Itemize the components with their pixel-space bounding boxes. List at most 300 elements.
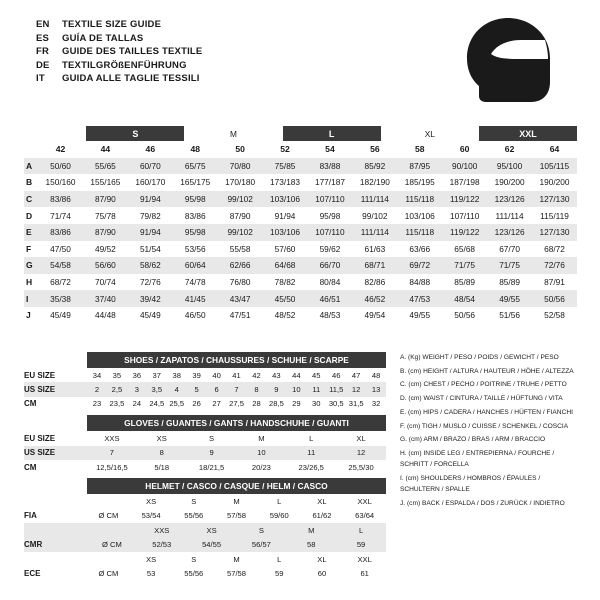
shoes-rows bbox=[24, 368, 386, 411]
table-cell: 84/88 bbox=[409, 277, 431, 288]
table-cell: 99/102 bbox=[227, 194, 253, 205]
table-cell: 25,5/30 bbox=[348, 462, 374, 472]
table-cell: 50/56 bbox=[544, 293, 565, 304]
measure-letter: B bbox=[26, 177, 33, 188]
helmet-size-header: M bbox=[233, 554, 240, 564]
table-cell: 31,5 bbox=[348, 399, 364, 409]
table-cell: 160/170 bbox=[135, 177, 166, 188]
size-number: 50 bbox=[235, 144, 245, 155]
table-cell: 76/80 bbox=[229, 277, 251, 288]
table-cell: 79/82 bbox=[139, 210, 161, 221]
legend-item: C. (cm) CHEST / PECHO / POITRINE / TRUHE / PETTO bbox=[400, 381, 567, 389]
table-cell: 46/50 bbox=[184, 310, 206, 321]
table-cell: 82/86 bbox=[364, 277, 386, 288]
table-cell: 115/118 bbox=[405, 194, 435, 205]
measure-letter: E bbox=[26, 227, 32, 238]
size-number: 64 bbox=[549, 144, 560, 155]
table-cell: 9 bbox=[209, 448, 214, 458]
row-values bbox=[87, 448, 386, 457]
table-cell: 50/60 bbox=[50, 160, 71, 171]
row-values bbox=[87, 434, 386, 443]
size-number: 58 bbox=[414, 144, 425, 155]
size-number: 48 bbox=[190, 144, 201, 155]
table-cell: 170/180 bbox=[225, 177, 256, 188]
measurement-legend bbox=[400, 352, 580, 511]
legend-item: D. (cm) WAIST / CINTURA / TAILLE / HÜFTUNG / VITA bbox=[400, 395, 563, 403]
table-cell: 32 bbox=[371, 399, 381, 409]
table-cell: 43/47 bbox=[229, 293, 251, 304]
size-number: 52 bbox=[280, 144, 290, 155]
table-cell: 103/106 bbox=[270, 194, 301, 205]
table-cell: 57/58 bbox=[227, 511, 247, 521]
language-text: TEXTILGRÖßENFÜHRUNG bbox=[62, 59, 187, 71]
helmet-rows bbox=[24, 494, 386, 580]
table-row bbox=[24, 368, 386, 382]
table-cell: 80/84 bbox=[319, 277, 341, 288]
helmet-size-header: XXL bbox=[357, 497, 372, 507]
table-cell: 49/54 bbox=[364, 310, 386, 321]
table-cell: 91/94 bbox=[139, 194, 161, 205]
table-cell: XXS bbox=[104, 433, 120, 443]
table-cell: XS bbox=[156, 433, 167, 443]
table-cell: 48 bbox=[371, 370, 381, 380]
size-number: 56 bbox=[370, 144, 380, 155]
table-cell: 9 bbox=[274, 385, 279, 395]
table-cell: 49/55 bbox=[409, 310, 431, 321]
helmet-header-row bbox=[24, 494, 386, 508]
size-group-l: L bbox=[283, 126, 381, 141]
table-cell: 55/65 bbox=[95, 160, 116, 171]
table-cell: 56/57 bbox=[251, 540, 271, 550]
table-cell: 10 bbox=[257, 448, 266, 458]
table-cell: 63/66 bbox=[409, 243, 431, 254]
table-cell: S bbox=[209, 433, 215, 443]
size-number: 62 bbox=[504, 144, 515, 155]
table-cell: 7 bbox=[109, 448, 115, 458]
table-cell: 111/114 bbox=[360, 194, 389, 205]
language-text: GUIDE DES TAILLES TEXTILE bbox=[62, 46, 203, 58]
table-cell: 53/54 bbox=[141, 511, 161, 521]
table-cell: 123/126 bbox=[494, 194, 525, 205]
table-cell: 85/89 bbox=[454, 277, 476, 288]
language-text: TEXTILE SIZE GUIDE bbox=[62, 19, 162, 30]
group-header-spacer bbox=[24, 126, 37, 141]
table-cell: 54/58 bbox=[50, 260, 71, 271]
table-row bbox=[24, 241, 577, 258]
table-cell: 71/74 bbox=[50, 210, 71, 221]
table-cell: 75/78 bbox=[95, 210, 116, 221]
table-cell: 99/102 bbox=[227, 227, 253, 238]
table-cell: 28 bbox=[252, 399, 261, 409]
table-cell: 65/68 bbox=[454, 243, 476, 254]
table-cell: 95/100 bbox=[496, 160, 523, 171]
table-cell: 64/68 bbox=[274, 260, 296, 271]
table-cell: 46/52 bbox=[364, 293, 386, 304]
language-text: GUIDA ALLE TAGLIE TESSILI bbox=[62, 73, 200, 85]
table-cell: 165/175 bbox=[180, 177, 211, 188]
table-cell: 8 bbox=[254, 385, 259, 395]
table-cell: 190/200 bbox=[494, 177, 525, 188]
table-cell: 45/49 bbox=[50, 310, 71, 321]
table-cell: 20/23 bbox=[251, 462, 271, 472]
legend-item: A. (Kg) WEIGHT / PESO / POIDS / GEWICHT / PESO bbox=[400, 354, 559, 361]
helmet-unit-spacer bbox=[87, 497, 130, 506]
table-cell: 23/26,5 bbox=[298, 462, 324, 472]
table-row bbox=[24, 257, 577, 274]
size-number: 54 bbox=[325, 144, 335, 155]
table-cell: 29 bbox=[292, 399, 301, 409]
table-cell: 60/64 bbox=[184, 260, 206, 271]
table-cell: 74/78 bbox=[184, 277, 206, 288]
size-number: 46 bbox=[145, 144, 156, 155]
language-code: EN bbox=[36, 19, 50, 30]
size-number: 44 bbox=[100, 144, 111, 155]
table-cell: 12,5/16,5 bbox=[96, 462, 128, 472]
table-cell: 103/106 bbox=[270, 227, 301, 238]
helmet-size-header: S bbox=[191, 497, 197, 507]
table-cell: 51/56 bbox=[499, 310, 520, 321]
measure-letter: J bbox=[26, 310, 31, 321]
table-row bbox=[24, 274, 577, 291]
helmet-values bbox=[87, 540, 386, 549]
table-cell: 71/75 bbox=[499, 260, 520, 271]
row-label: US SIZE bbox=[24, 385, 56, 395]
measure-letter: C bbox=[26, 194, 33, 205]
table-cell: 69/72 bbox=[409, 260, 431, 271]
size-number-row bbox=[24, 141, 577, 158]
lower-tables bbox=[24, 352, 386, 581]
table-cell: 60 bbox=[317, 568, 327, 578]
table-cell: 115/118 bbox=[405, 227, 435, 238]
table-cell: 42 bbox=[252, 370, 261, 380]
helmet-size-header: L bbox=[277, 497, 282, 507]
table-cell: 57/60 bbox=[274, 243, 296, 254]
table-cell: 53/56 bbox=[184, 243, 206, 254]
table-cell: 27,5 bbox=[229, 399, 244, 409]
table-cell: 107/110 bbox=[315, 227, 345, 238]
table-cell: 41/45 bbox=[184, 293, 206, 304]
helmet-size-headers bbox=[87, 526, 386, 535]
table-cell: 95/98 bbox=[319, 210, 341, 221]
table-cell: 25,5 bbox=[169, 399, 185, 409]
table-row bbox=[24, 382, 386, 396]
helmet-size-header: L bbox=[358, 525, 364, 535]
table-cell: 83/86 bbox=[50, 227, 71, 238]
language-row bbox=[36, 59, 202, 73]
table-cell: 83/86 bbox=[50, 194, 71, 205]
table-cell: 83/86 bbox=[184, 210, 206, 221]
table-cell: 115/119 bbox=[540, 210, 569, 221]
language-row bbox=[36, 32, 202, 46]
table-cell: 3 bbox=[134, 385, 139, 395]
table-cell: 40 bbox=[212, 370, 221, 380]
helmet-values bbox=[87, 569, 386, 578]
helmet-size-header: S bbox=[258, 525, 264, 535]
table-cell: 155/165 bbox=[90, 177, 121, 188]
table-cell: 187/198 bbox=[449, 177, 480, 188]
helmet-unit: Ø CM bbox=[98, 568, 119, 578]
helmet-size-header: XS bbox=[146, 554, 157, 564]
helmet-title: HELMET / CASCO / CASQUE / HELM / CASCO bbox=[87, 478, 386, 494]
table-cell: 34 bbox=[92, 370, 102, 380]
table-cell: 72/76 bbox=[139, 277, 161, 288]
helmet-size-header: XS bbox=[206, 525, 217, 535]
table-cell: 87/95 bbox=[409, 160, 431, 171]
table-cell: 8 bbox=[159, 448, 164, 458]
row-label: EU SIZE bbox=[24, 433, 56, 443]
table-cell: 11 bbox=[312, 385, 321, 395]
table-cell: 2,5 bbox=[111, 385, 123, 395]
table-row bbox=[24, 290, 577, 307]
table-cell: 59/60 bbox=[269, 511, 289, 521]
table-cell: 48/52 bbox=[274, 310, 296, 321]
size-group-m: M bbox=[184, 126, 282, 141]
table-cell: 55/56 bbox=[184, 511, 204, 521]
table-cell: 119/122 bbox=[449, 227, 480, 238]
helmet-values bbox=[87, 511, 386, 520]
table-cell: 49/52 bbox=[95, 243, 116, 254]
measure-letter: I bbox=[26, 293, 29, 304]
table-cell: 70/74 bbox=[95, 277, 116, 288]
legend-item: H. (cm) INSIDE LEG / ENTREPIERNA / FOURCHE / SCHRITT / FORCELLA bbox=[400, 449, 555, 469]
helmet-value-row bbox=[24, 566, 386, 580]
table-cell: 45/49 bbox=[139, 310, 161, 321]
table-cell: 41 bbox=[232, 370, 241, 380]
size-group-xl: XL bbox=[381, 126, 479, 141]
table-cell: 2 bbox=[94, 385, 100, 395]
language-row bbox=[36, 45, 202, 59]
table-row bbox=[24, 397, 386, 411]
table-cell: 91/94 bbox=[274, 210, 296, 221]
table-cell: 182/190 bbox=[359, 177, 390, 188]
table-cell: 5 bbox=[194, 385, 199, 395]
helmet-unit-spacer bbox=[87, 526, 137, 535]
helmet-standard-label: FIA bbox=[24, 511, 37, 521]
row-values bbox=[87, 385, 386, 394]
table-cell: 55/58 bbox=[229, 243, 251, 254]
table-cell: 45/50 bbox=[274, 293, 296, 304]
table-cell: 58/62 bbox=[139, 260, 161, 271]
table-cell: 44/48 bbox=[95, 310, 116, 321]
table-cell: 46 bbox=[331, 370, 341, 380]
helmet-size-header: M bbox=[233, 497, 240, 507]
table-cell: XL bbox=[356, 433, 366, 443]
table-cell: 53 bbox=[146, 568, 156, 578]
helmet-size-header: XXL bbox=[357, 554, 372, 564]
legend-item: I. (cm) SHOULDERS / HOMBROS / ÉPAULES / SCHULTERN / SPALLE bbox=[400, 474, 541, 494]
legend-item: B. (cm) HEIGHT / ALTURA / HAUTEUR / HÖHE / ALTEZZA bbox=[400, 367, 574, 375]
size-group-xxl: XXL bbox=[479, 126, 577, 141]
table-cell: 59/62 bbox=[319, 243, 341, 254]
table-cell: 47/51 bbox=[229, 310, 251, 321]
table-cell: 87/90 bbox=[95, 227, 116, 238]
gloves-title: GLOVES / GUANTES / GANTS / HANDSCHUHE / GUANTI bbox=[87, 415, 386, 431]
table-cell: 37/40 bbox=[95, 293, 116, 304]
table-cell: 111/114 bbox=[495, 210, 524, 221]
table-cell: 11,5 bbox=[329, 385, 344, 395]
table-row bbox=[24, 446, 386, 460]
table-cell: L bbox=[309, 433, 314, 443]
table-row bbox=[24, 224, 577, 241]
helmet-unit-spacer bbox=[87, 555, 130, 564]
helmet-standard-label: ECE bbox=[24, 568, 41, 578]
table-cell: 119/122 bbox=[449, 194, 480, 205]
table-cell: 47/50 bbox=[50, 243, 71, 254]
table-cell: 59 bbox=[275, 568, 284, 578]
table-row bbox=[24, 307, 577, 324]
table-cell: 52/53 bbox=[152, 540, 172, 550]
table-cell: 6 bbox=[214, 385, 219, 395]
helmet-size-header: M bbox=[308, 525, 315, 535]
table-cell: 26 bbox=[192, 399, 201, 409]
table-cell: 48/53 bbox=[319, 310, 341, 321]
table-cell: 38 bbox=[172, 370, 181, 380]
table-cell: 57/58 bbox=[227, 568, 247, 578]
table-cell: 39 bbox=[192, 370, 201, 380]
table-row bbox=[24, 431, 386, 445]
textile-size-table bbox=[24, 126, 577, 324]
table-cell: 90/100 bbox=[451, 160, 478, 171]
helmet-size-headers bbox=[87, 555, 386, 564]
table-cell: 24 bbox=[132, 399, 142, 409]
row-values bbox=[87, 371, 386, 380]
row-label: US SIZE bbox=[24, 448, 56, 458]
measure-letter: D bbox=[26, 210, 33, 221]
table-cell: 10 bbox=[292, 385, 301, 395]
helmet-header-row bbox=[24, 552, 386, 566]
table-cell: 190/200 bbox=[539, 177, 570, 188]
language-row bbox=[36, 18, 202, 32]
helmet-unit: Ø CM bbox=[102, 540, 122, 550]
table-cell: 87/90 bbox=[95, 194, 116, 205]
table-cell: 30,5 bbox=[328, 399, 344, 409]
row-label: CM bbox=[24, 462, 37, 472]
table-cell: 30 bbox=[312, 399, 321, 409]
table-row bbox=[24, 174, 577, 191]
table-cell: 87/90 bbox=[229, 210, 251, 221]
table-cell: 11 bbox=[307, 448, 316, 458]
language-code: FR bbox=[36, 46, 50, 58]
language-code: ES bbox=[36, 32, 50, 44]
table-cell: 107/110 bbox=[315, 194, 345, 205]
helmet-size-header: S bbox=[191, 554, 197, 564]
table-row bbox=[24, 460, 386, 474]
table-cell: 52/58 bbox=[544, 310, 565, 321]
legend-item: F. (cm) TIGH / MUSLO / CUISSE / SCHENKEL / COSCIA bbox=[400, 422, 569, 430]
table-cell: 123/126 bbox=[494, 227, 525, 238]
language-code: IT bbox=[36, 73, 45, 85]
table-row bbox=[24, 207, 577, 224]
table-cell: 23 bbox=[92, 399, 102, 409]
table-cell: 75/85 bbox=[274, 160, 296, 171]
row-values bbox=[87, 463, 386, 472]
helmet-header-row bbox=[24, 523, 386, 537]
table-cell: 68/72 bbox=[50, 277, 71, 288]
table-cell: 150/160 bbox=[45, 177, 76, 188]
table-cell: 45 bbox=[312, 370, 321, 380]
table-cell: 5/18 bbox=[154, 462, 170, 472]
language-list bbox=[36, 18, 202, 86]
table-cell: 23,5 bbox=[109, 399, 125, 409]
table-cell: 3,5 bbox=[151, 385, 163, 395]
helmet-value-row bbox=[24, 509, 386, 523]
helmet-standard-label: CMR bbox=[24, 540, 43, 550]
size-group-header-row bbox=[24, 126, 577, 141]
table-cell: 37 bbox=[152, 370, 161, 380]
measure-letter: G bbox=[26, 260, 33, 271]
table-cell: 7 bbox=[234, 385, 239, 395]
table-cell: 12 bbox=[351, 385, 361, 395]
table-cell: 87/91 bbox=[544, 277, 565, 288]
table-cell: 63/64 bbox=[355, 511, 375, 521]
table-cell: 85/89 bbox=[499, 277, 520, 288]
table-cell: 55/56 bbox=[184, 568, 204, 578]
table-cell: 67/70 bbox=[499, 243, 520, 254]
measure-letter: H bbox=[26, 277, 33, 288]
table-cell: 185/195 bbox=[404, 177, 435, 188]
table-cell: 111/114 bbox=[360, 227, 389, 238]
shoes-title: SHOES / ZAPATOS / CHAUSSURES / SCHUHE / SCARPE bbox=[87, 352, 386, 368]
table-cell: 95/98 bbox=[184, 227, 206, 238]
table-cell: 68/72 bbox=[544, 243, 565, 254]
table-cell: 27 bbox=[212, 399, 221, 409]
table-cell: 39/42 bbox=[139, 293, 161, 304]
table-cell: 85/92 bbox=[364, 160, 386, 171]
table-cell: 70/80 bbox=[229, 160, 251, 171]
table-cell: 78/82 bbox=[274, 277, 296, 288]
size-group-s: S bbox=[86, 126, 184, 141]
table-cell: 61 bbox=[360, 568, 369, 578]
table-cell: 24,5 bbox=[149, 399, 165, 409]
table-cell: 62/66 bbox=[229, 260, 251, 271]
table-cell: 105/115 bbox=[539, 160, 570, 171]
table-cell: 13 bbox=[371, 385, 381, 395]
helmet-size-header: XXS bbox=[154, 525, 170, 535]
table-cell: 177/187 bbox=[314, 177, 345, 188]
table-cell: M bbox=[258, 433, 265, 443]
table-cell: 60/70 bbox=[139, 160, 161, 171]
size-group-blank bbox=[37, 126, 86, 141]
table-cell: 95/98 bbox=[184, 194, 206, 205]
size-number: 60 bbox=[459, 144, 470, 155]
table-cell: 44 bbox=[292, 370, 301, 380]
measure-letter: A bbox=[26, 160, 33, 171]
helmet-size-header: L bbox=[277, 554, 282, 564]
helmet-size-header: XL bbox=[317, 497, 327, 507]
table-cell: 68/71 bbox=[364, 260, 386, 271]
table-cell: 28,5 bbox=[269, 399, 284, 409]
size-number: 42 bbox=[55, 144, 66, 155]
table-cell: 36 bbox=[132, 370, 142, 380]
table-cell: 50/56 bbox=[454, 310, 476, 321]
language-code: DE bbox=[36, 59, 50, 71]
table-cell: 173/183 bbox=[270, 177, 301, 188]
table-cell: 51/54 bbox=[139, 243, 161, 254]
table-cell: 127/130 bbox=[539, 194, 570, 205]
table-cell: 61/63 bbox=[364, 243, 386, 254]
table-cell: 18/21,5 bbox=[198, 462, 225, 472]
gloves-rows bbox=[24, 431, 386, 474]
table-cell: 59 bbox=[356, 540, 366, 550]
table-cell: 72/76 bbox=[544, 260, 565, 271]
table-cell: 56/60 bbox=[95, 260, 116, 271]
row-values bbox=[87, 399, 386, 408]
table-cell: 66/70 bbox=[319, 260, 341, 271]
legend-item: E. (cm) HIPS / CADERA / HANCHES / HÜFTEN / FIANCHI bbox=[400, 408, 573, 416]
helmet-size-header: XL bbox=[317, 554, 327, 564]
helmet-unit: Ø CM bbox=[98, 511, 119, 521]
table-row bbox=[24, 158, 577, 175]
